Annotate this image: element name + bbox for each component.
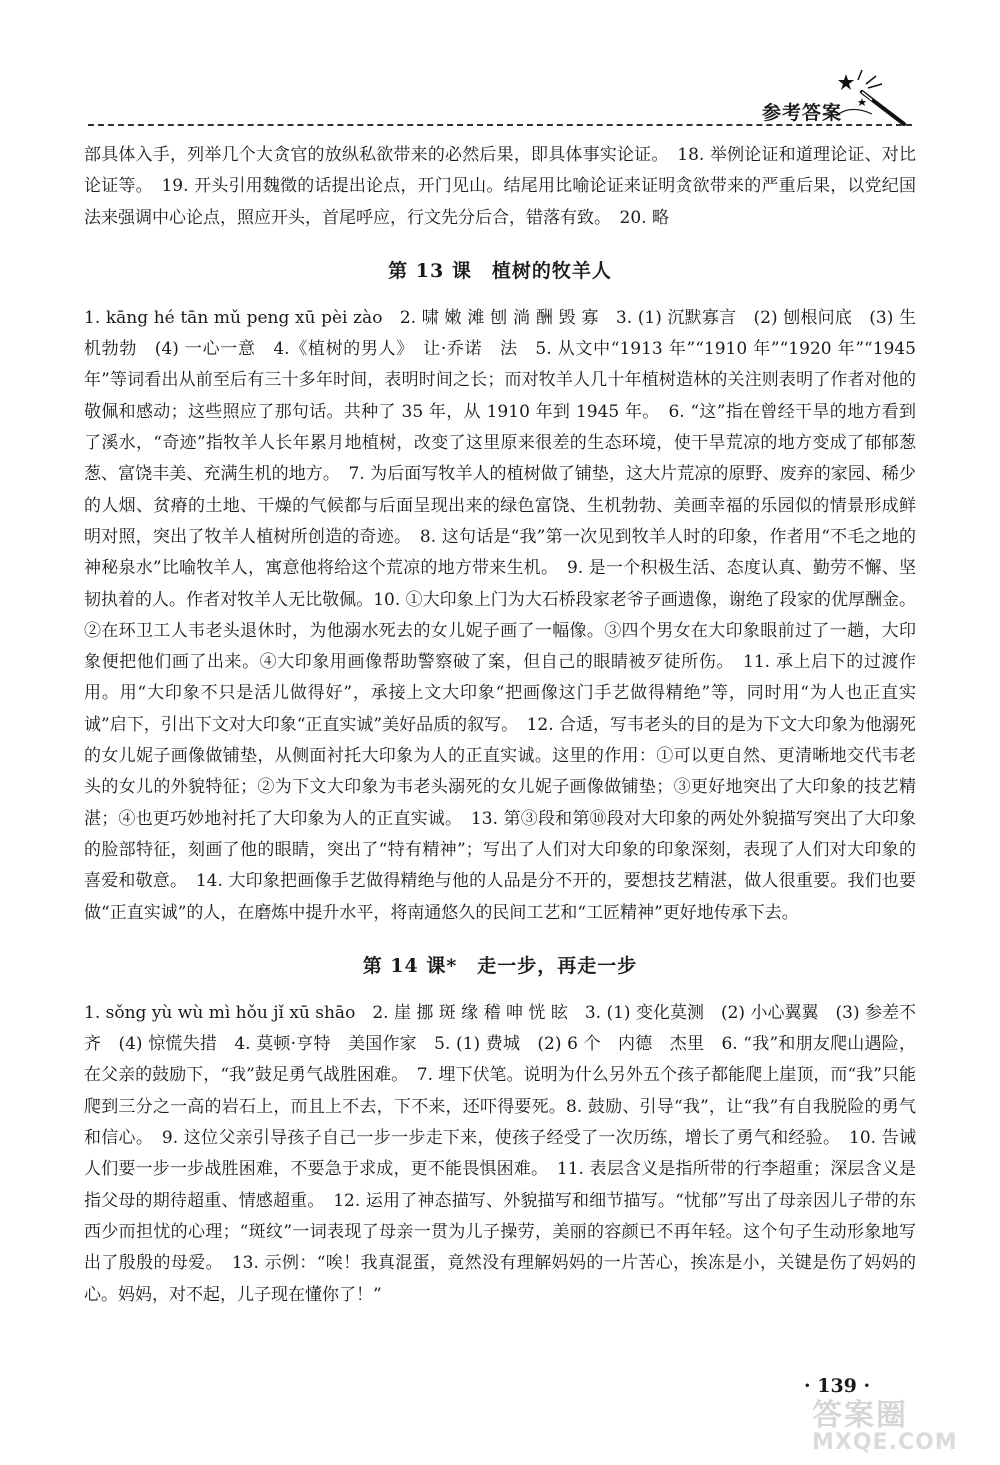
header-divider <box>88 124 912 126</box>
lesson-13-title: 第 13 课 植树的牧羊人 <box>388 259 612 282</box>
watermark-logo <box>812 1390 992 1460</box>
watermark-bottom-text: MXQE.COM <box>812 1430 958 1455</box>
watermark-top-text: 答案圈 <box>812 1398 908 1433</box>
header-label: 参考答案 <box>761 102 842 124</box>
lesson-13-answers: 1. kāng hé tān mǔ peng xū pèi zào 2. 啸 嫩 滩 刨 淌 酬 毁 寡 3. (1) 沉默寡言 (2) 刨根问底 (3) 生机勃勃 (4) 一心一意 4.《植树的男人》 让·乔诺 法 5. 从文中“1913 年”“1910 年”“1920 年”“1945 年”等词看出从前至后有三十多年时间，表明时间之长；而对牧羊人几十年植树造林的关注则表明了作者对他的敬佩和感动；这些照应了那句话。共种了 35 年，从 1910 年到 1945 年。 6. “这”指在曾经干旱的地方看到了溪水，“奇迹”指牧羊人长年累月地植树，改变了这里原来很差的生态环境，使干旱荒凉的地方变成了郁郁葱葱、富饶丰美、充满生机的地方。 7. 为后面写牧羊人的植树做了铺垫，这大片荒凉的原野、废弃的家园、稀少的人烟、贫瘠的土地、干燥的气候都与后面呈现出来的绿色富饶、生机勃勃、美画幸福的乐园似的情景形成鲜明对照，突出了牧羊人植树所创造的奇迹。 8. 这句话是“我”第一次见到牧羊人时的印象，作者用“不毛之地的神秘泉水”比喻牧羊人，寓意他将给这个荒凉的地方带来生机。 9. 是一个积极生活、态度认真、勤劳不懈、坚韧执着的人。作者对牧羊人无比敬佩。10. ①大印象上门为大石桥段家老爷子画遗像，谢绝了段家的优厚酬金。②在环卫工人韦老头退休时，为他溺水死去的女儿妮子画了一幅像。③四个男女在大印象眼前过了一趟，大印象便把他们画了出来。④大印象用画像帮助警察破了案，但自己的眼睛被歹徒所伤。 11. 承上启下的过渡作用。用“大印象不只是活儿做得好”，承接上文大印象“把画像这门手艺做得精绝”等，同时用“为人也正直实诚”启下，引出下文对大印象“正直实诚”美好品质的叙写。 12. 合适，写韦老头的目的是为下文大印象为他溺死的女儿妮子画像做铺垫，从侧面衬托大印象为人的正直实诚。这里的作用：①可以更自然、更清晰地交代韦老头的女儿的外貌特征；②为下文大印象为韦老头溺死的女儿妮子画像做铺垫；③更好地突出了大印象的技艺精湛；④也更巧妙地衬托了大印象为人的正直实诚。 13. 第③段和第⑩段对大印象的两处外貌描写突出了大印象的脸部特征，刻画了他的眼睛，突出了“特有精神”；写出了人们对大印象的印象深刻，表现了人们对大印象的喜爱和敬意。 14. 大印象把画像手艺做得精绝与他的人品是分不开的，要想技艺精湛，做人很重要。我们也要做“正直实诚”的人，在磨炼中提升水平，将南通悠久的民间工艺和“工匠精神”更好地传承下去。 <box>84 307 917 923</box>
answer-paragraph-continued: 部具体入手，列举几个大贪官的放纵私欲带来的必然后果，即具体事实论证。 18. 举例论证和道理论证、对比论证等。 19. 开头引用魏徵的话提出论点，开门见山。结尾用比喻论证来证明贪欲带来的严重后果，以党纪国法来强调中心论点，照应开头，首尾呼应，行文先分后合，错落有致。 20. 略 <box>84 145 916 228</box>
lesson-14-answers: 1. sǒng yù wù mì hǒu jǐ xū shāo 2. 崖 挪 斑 缘 稽 呻 恍 眩 3. (1) 变化莫测 (2) 小心翼翼 (3) 参差不齐 (4) 惊慌失措 4. 莫顿·亨特 美国作家 5. (1) 费城 (2) 6 个 内德 杰里 6. “我”和朋友爬山遇险，在父亲的鼓励下，“我”鼓足勇气战胜困难。 7. 埋下伏笔。说明为什么另外五个孩子都能爬上崖顶，而“我”只能爬到三分之一高的岩石上，而且上不去，下不来，还吓得要死。8. 鼓励、引导“我”，让“我”有自我脱险的勇气和信心。 9. 这位父亲引导孩子自己一步一步走下来，使孩子经受了一次历练，增长了勇气和经验。 10. 告诫人们要一步一步战胜困难，不要急于求成，更不能畏惧困难。 11. 表层含义是指所带的行李超重；深层含义是指父母的期待超重、情感超重。 12. 运用了神态描写、外貌描写和细节描写。“忧郁”写出了母亲因儿子带的东西少而担忧的心理；“斑纹”一词表现了母亲一贯为儿子操劳，美丽的容颜已不再年轻。这个句子生动形象地写出了殷殷的母爱。 13. 示例：“唉！我真混蛋，竟然没有理解妈妈的一片苦心，挨冻是小，关键是伤了妈妈的心。妈妈，对不起，儿子现在懂你了！” <box>84 1002 916 1305</box>
lesson-14-title: 第 14 课* 走一步，再走一步 <box>362 954 638 977</box>
page-header <box>88 70 912 128</box>
magic-wand-icon <box>832 70 912 130</box>
answer-content <box>84 140 916 1311</box>
page-number: · 139 · <box>804 1375 871 1397</box>
